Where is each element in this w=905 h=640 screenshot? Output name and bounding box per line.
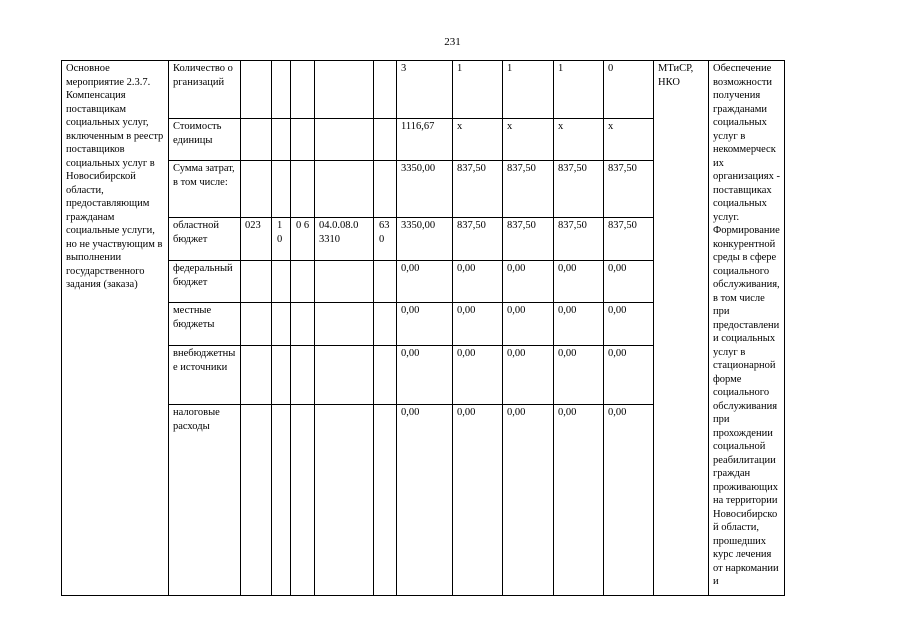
value-year1-cell: х bbox=[453, 119, 503, 161]
table-row bbox=[62, 61, 885, 119]
value-year4-cell: 837,50 bbox=[604, 218, 654, 261]
code-rz-cell: 1 0 bbox=[272, 218, 291, 261]
code-rz-cell bbox=[272, 119, 291, 161]
code-pr-cell bbox=[291, 261, 315, 303]
value-year3-cell: х bbox=[554, 119, 604, 161]
indicator-cell: налоговые расходы bbox=[169, 405, 241, 596]
code-csr-cell bbox=[315, 346, 374, 405]
code-csr-cell bbox=[315, 261, 374, 303]
value-year2-cell: 0,00 bbox=[503, 346, 554, 405]
code-grbs-cell bbox=[241, 161, 272, 218]
indicator-cell: федеральный бюджет bbox=[169, 261, 241, 303]
indicator-cell: областной бюджет bbox=[169, 218, 241, 261]
value-year1-cell: 0,00 bbox=[453, 346, 503, 405]
code-csr-cell bbox=[315, 303, 374, 346]
value-total-cell: 0,00 bbox=[397, 346, 453, 405]
value-year4-cell: 0 bbox=[604, 61, 654, 119]
value-year2-cell: 1 bbox=[503, 61, 554, 119]
code-rz-cell bbox=[272, 161, 291, 218]
code-pr-cell bbox=[291, 405, 315, 596]
value-year4-cell: 0,00 bbox=[604, 346, 654, 405]
value-year4-cell: 0,00 bbox=[604, 303, 654, 346]
value-year3-cell: 837,50 bbox=[554, 218, 604, 261]
code-pr-cell bbox=[291, 346, 315, 405]
value-total-cell: 0,00 bbox=[397, 405, 453, 596]
code-rz-cell bbox=[272, 405, 291, 596]
value-year2-cell: 837,50 bbox=[503, 218, 554, 261]
code-grbs-cell bbox=[241, 405, 272, 596]
code-pr-cell bbox=[291, 161, 315, 218]
value-year1-cell: 837,50 bbox=[453, 161, 503, 218]
value-year1-cell: 837,50 bbox=[453, 218, 503, 261]
code-grbs-cell bbox=[241, 346, 272, 405]
value-total-cell: 3350,00 bbox=[397, 161, 453, 218]
code-grbs-cell bbox=[241, 261, 272, 303]
value-year4-cell: 837,50 bbox=[604, 161, 654, 218]
value-total-cell: 0,00 bbox=[397, 303, 453, 346]
code-csr-cell bbox=[315, 61, 374, 119]
executor-cell: МТиСР, НКО bbox=[654, 61, 709, 596]
value-year1-cell: 0,00 bbox=[453, 261, 503, 303]
value-year3-cell: 1 bbox=[554, 61, 604, 119]
indicator-cell: Сумма затрат, в том числе: bbox=[169, 161, 241, 218]
value-year1-cell: 1 bbox=[453, 61, 503, 119]
code-csr-cell bbox=[315, 405, 374, 596]
code-csr-cell bbox=[315, 119, 374, 161]
value-year2-cell: 0,00 bbox=[503, 405, 554, 596]
value-total-cell: 3 bbox=[397, 61, 453, 119]
value-year3-cell: 0,00 bbox=[554, 405, 604, 596]
indicator-cell: Стоимость единицы bbox=[169, 119, 241, 161]
code-rz-cell bbox=[272, 61, 291, 119]
code-rz-cell bbox=[272, 303, 291, 346]
expected-result-cell: Обеспечение возможности получения гражданами социальных услуг в некоммерческих организациях - поставщиках социальных услуг. Формирование конкурентной среды в сфере социального обслуживания, в том числе при предоставлении социальных услуг в стационарной форме социального обслуживания при прохождении социальной реабилитации граждан проживающих на территории Новосибирской области, прошедших курс лечения от наркомании и bbox=[709, 61, 785, 596]
value-year3-cell: 0,00 bbox=[554, 261, 604, 303]
code-grbs-cell bbox=[241, 303, 272, 346]
code-pr-cell: 0 6 bbox=[291, 218, 315, 261]
value-total-cell: 3350,00 bbox=[397, 218, 453, 261]
indicator-cell: внебюджетные источники bbox=[169, 346, 241, 405]
value-year1-cell: 0,00 bbox=[453, 303, 503, 346]
value-year1-cell: 0,00 bbox=[453, 405, 503, 596]
code-grbs-cell: 023 bbox=[241, 218, 272, 261]
value-total-cell: 0,00 bbox=[397, 261, 453, 303]
value-year3-cell: 0,00 bbox=[554, 303, 604, 346]
code-grbs-cell bbox=[241, 119, 272, 161]
code-vr-cell bbox=[374, 261, 397, 303]
code-pr-cell bbox=[291, 61, 315, 119]
code-vr-cell: 63 0 bbox=[374, 218, 397, 261]
code-vr-cell bbox=[374, 119, 397, 161]
code-vr-cell bbox=[374, 303, 397, 346]
value-year4-cell: х bbox=[604, 119, 654, 161]
code-pr-cell bbox=[291, 303, 315, 346]
page-number: 231 bbox=[444, 36, 461, 48]
code-grbs-cell bbox=[241, 61, 272, 119]
value-year4-cell: 0,00 bbox=[604, 261, 654, 303]
indicator-cell: местные бюджеты bbox=[169, 303, 241, 346]
code-vr-cell bbox=[374, 61, 397, 119]
value-total-cell: 1116,67 bbox=[397, 119, 453, 161]
code-csr-cell bbox=[315, 161, 374, 218]
code-pr-cell bbox=[291, 119, 315, 161]
value-year2-cell: 837,50 bbox=[503, 161, 554, 218]
code-vr-cell bbox=[374, 346, 397, 405]
indicator-cell: Количество организаций bbox=[169, 61, 241, 119]
code-rz-cell bbox=[272, 346, 291, 405]
code-csr-cell: 04.0.08.0 3310 bbox=[315, 218, 374, 261]
program-activity-table bbox=[61, 60, 885, 596]
code-vr-cell bbox=[374, 161, 397, 218]
value-year3-cell: 0,00 bbox=[554, 346, 604, 405]
activity-name-cell: Основное мероприятие 2.3.7. Компенсация поставщикам социальных услуг, включенным в реестр поставщиков социальных услуг в Новосибирской области, предоставляющим гражданам социальные услуги, но не участвующим в выполнении государственного задания (заказа) bbox=[62, 61, 169, 596]
value-year2-cell: 0,00 bbox=[503, 303, 554, 346]
code-rz-cell bbox=[272, 261, 291, 303]
value-year2-cell: х bbox=[503, 119, 554, 161]
value-year2-cell: 0,00 bbox=[503, 261, 554, 303]
value-year3-cell: 837,50 bbox=[554, 161, 604, 218]
value-year4-cell: 0,00 bbox=[604, 405, 654, 596]
code-vr-cell bbox=[374, 405, 397, 596]
